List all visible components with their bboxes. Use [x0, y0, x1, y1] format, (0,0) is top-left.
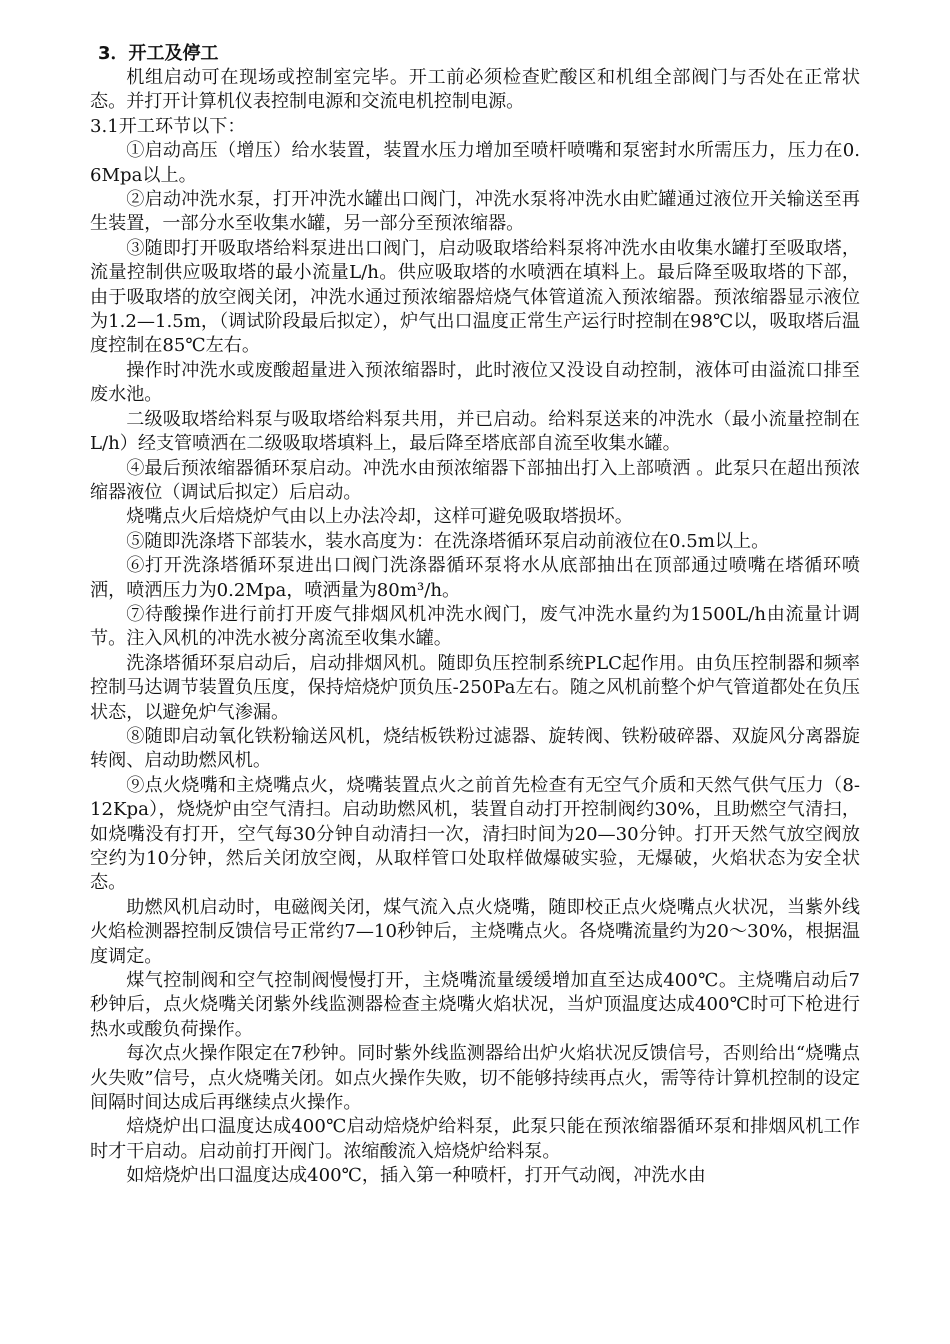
paragraph: ⑥打开洗涤塔循环泵进出口阀门洗涤器循环泵将水从底部抽出在顶部通过喷嘴在塔循环喷洒，喷洒压力为0.2Mpa，喷洒量为80m³/h。: [90, 555, 860, 601]
paragraph: ③随即打开吸取塔给料泵进出口阀门，启动吸取塔给料泵将冲洗水由收集水罐打至吸取塔，流量控制供应吸取塔的最小流量L/h。供应吸取塔的水喷洒在填料上。最后降至吸取塔的下部，由于吸取塔的放空阀关闭，冲洗水通过预浓缩器焙烧气体管道流入预浓缩器。预浓缩器显示液位为1.2—1.5m，（调试阶段最后拟定），炉气出口温度正常生产运行时控制在98℃以，吸取塔后温度控制在85℃左右。: [90, 237, 860, 357]
paragraph: ②启动冲洗水泵，打开冲洗水罐出口阀门，冲洗水泵将冲洗水由贮罐通过液位开关输送至再生装置，一部分水至收集水罐，另一部分至预浓缩器。: [90, 189, 860, 235]
paragraph: ⑦待酸操作进行前打开废气排烟风机冲洗水阀门，废气冲洗水量约为1500L/h由流量计调节。注入风机的冲洗水被分离流至收集水罐。: [90, 603, 860, 650]
paragraph: ①启动高压（增压）给水装置，装置水压力增加至喷杆喷嘴和泵密封水所需压力，压力在0.6Mpa以上。: [90, 140, 860, 186]
paragraph: ⑨点火烧嘴和主烧嘴点火，烧嘴装置点火之前首先检查有无空气介质和天然气供气压力（8-12Kpa），烧烧炉由空气清扫。启动助燃风机，装置自动打开控制阀约30%，且助燃空气清扫，如烧嘴没有打开，空气每30分钟自动清扫一次，清扫时间为20—30分钟。打开天然气放空阀放空约为10分钟，然后关闭放空阀，从取样管口处取样做爆破实验，无爆破，火焰状态为安全状态。: [90, 774, 860, 894]
paragraph: 操作时冲洗水或废酸超量进入预浓缩器时，此时液位又没设自动控制，液体可由溢流口排至废水池。: [90, 359, 860, 406]
subsection-heading: 3.1开工环节以下：: [90, 115, 246, 137]
paragraph: ④最后预浓缩器循环泵启动。冲洗水由预浓缩器下部抽出打入上部喷洒 。此泵只在超出预浓缩器液位（调试后拟定）后启动。: [90, 457, 860, 503]
paragraph: 助燃风机启动时，电磁阀关闭，煤气流入点火烧嘴，随即校正点火烧嘴点火状况，当紫外线火焰检测器控制反馈信号正常约7—10秒钟后，主烧嘴点火。各烧嘴流量约为20～30%，根据温度调定。: [90, 896, 860, 967]
intro-paragraph: 机组启动可在现场或控制室完毕。开工前必须检查贮酸区和机组全部阀门与否处在正常状态。并打开计算机仪表控制电源和交流电机控制电源。: [90, 67, 860, 113]
paragraph: 每次点火操作限定在7秒钟。同时紫外线监测器给出炉火焰状况反馈信号，否则给出“烧嘴点火失败”信号，点火烧嘴关闭。如点火操作失败，切不能够持续再点火，需等待计算机控制的设定间隔时间达成后再继续点火操作。: [90, 1043, 860, 1114]
paragraph: 烧嘴点火后焙烧炉气由以上办法冷却，这样可避免吸取塔损坏。: [126, 506, 633, 528]
paragraph: 二级吸取塔给料泵与吸取塔给料泵共用，并已启动。给料泵送来的冲洗水（最小流量控制在L/h）经支管喷洒在二级吸取塔填料上，最后降至塔底部自流至收集水罐。: [90, 408, 860, 455]
paragraph: ⑧随即启动氧化铁粉输送风机，烧结板铁粉过滤器、旋转阀、铁粉破碎器、双旋风分离器旋转阀、启动助燃风机。: [90, 725, 860, 772]
paragraph: 煤气控制阀和空气控制阀慢慢打开，主烧嘴流量缓缓增加直至达成400℃。主烧嘴启动后7秒钟后，点火烧嘴关闭紫外线监测器检查主烧嘴火焰状况，当炉顶温度达成400℃时可下枪进行热水或酸负荷操作。: [90, 970, 860, 1040]
paragraph: 如焙烧炉出口温度达成400℃，插入第一种喷杆，打开气动阀，冲洗水由: [126, 1165, 706, 1187]
paragraph: ⑤随即洗涤塔下部装水，装水高度为：在洗涤塔循环泵启动前液位在0.5m以上。: [126, 530, 770, 552]
paragraph: 焙烧炉出口温度达成400℃启动焙烧炉给料泵，此泵只能在预浓缩器循环泵和排烟风机工作时才干启动。启动前打开阀门。浓缩酸流入焙烧炉给料泵。: [90, 1116, 860, 1162]
section-heading: 3．开工及停工: [98, 43, 219, 64]
paragraph: 洗涤塔循环泵启动后，启动排烟风机。随即负压控制系统PLC起作用。由负压控制器和频率控制马达调节装置负压度，保持焙烧炉顶负压-250Pa左右。随之风机前整个炉气管道都处在负压状态，以避免炉气渗漏。: [90, 652, 860, 723]
document-page: [90, 42, 860, 1189]
